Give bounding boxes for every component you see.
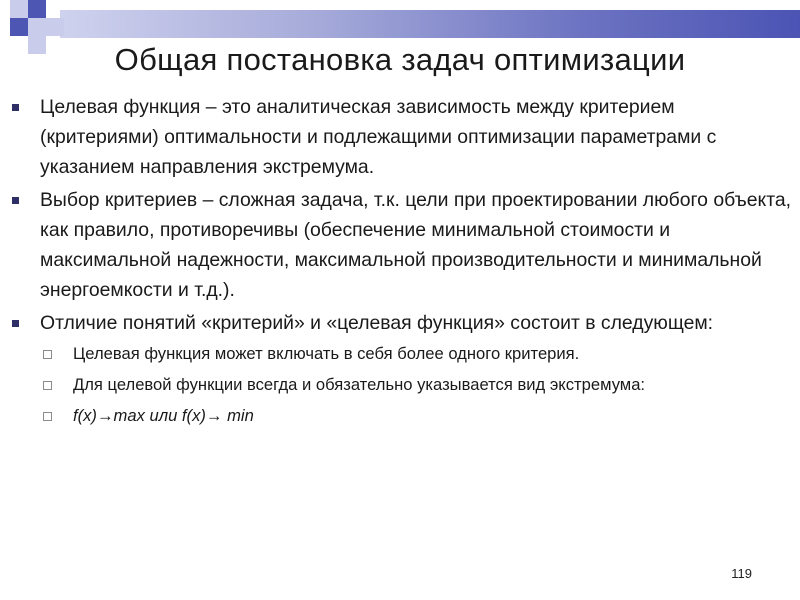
decor-square: [10, 18, 28, 36]
bullet-text: Выбор критериев – сложная задача, т.к. цели при проектировании любого объекта, как правило, противоречивы (обеспечение минимальной стоимости и максимальной надежности, максимальной производительности и минимальной энергоемкости и т.д.).: [40, 189, 792, 301]
sub-bullet-item: [40, 341, 792, 366]
gradient-band: [60, 10, 800, 38]
bullet-item: [12, 185, 792, 305]
decor-square: [46, 18, 64, 36]
formula-text: f(x)→max или f(x)→ min: [73, 406, 254, 425]
bullet-text: Отличие понятий «критерий» и «целевая функция» состоит в следующем:: [40, 312, 714, 334]
decor-square: [28, 0, 46, 18]
sub-bullet-item: [40, 372, 792, 397]
square-bullet-icon: [12, 197, 19, 204]
hollow-square-bullet-icon: [43, 381, 52, 390]
slide-title: Общая постановка задач оптимизации: [114, 42, 686, 77]
decor-square: [28, 18, 46, 36]
hollow-square-bullet-icon: [43, 350, 52, 359]
square-bullet-icon: [12, 104, 19, 111]
hollow-square-bullet-icon: [43, 412, 52, 421]
sub-bullet-text: Целевая функция может включать в себя более одного критерия.: [73, 344, 580, 363]
decor-square: [10, 0, 28, 18]
page-number: 119: [731, 566, 752, 581]
bullet-item: [12, 92, 792, 182]
bullet-text: Целевая функция – это аналитическая зависимость между критерием (критериями) оптимальности и подлежащими оптимизации параметрами с указанием направления экстремума.: [40, 96, 717, 178]
sub-bullet-list: [40, 341, 792, 428]
sub-bullet-item: [40, 403, 792, 428]
square-bullet-icon: [12, 320, 19, 327]
slide-content: [12, 92, 792, 434]
sub-bullet-text: Для целевой функции всегда и обязательно указывается вид экстремума:: [73, 375, 646, 394]
bullet-item: [12, 308, 792, 338]
